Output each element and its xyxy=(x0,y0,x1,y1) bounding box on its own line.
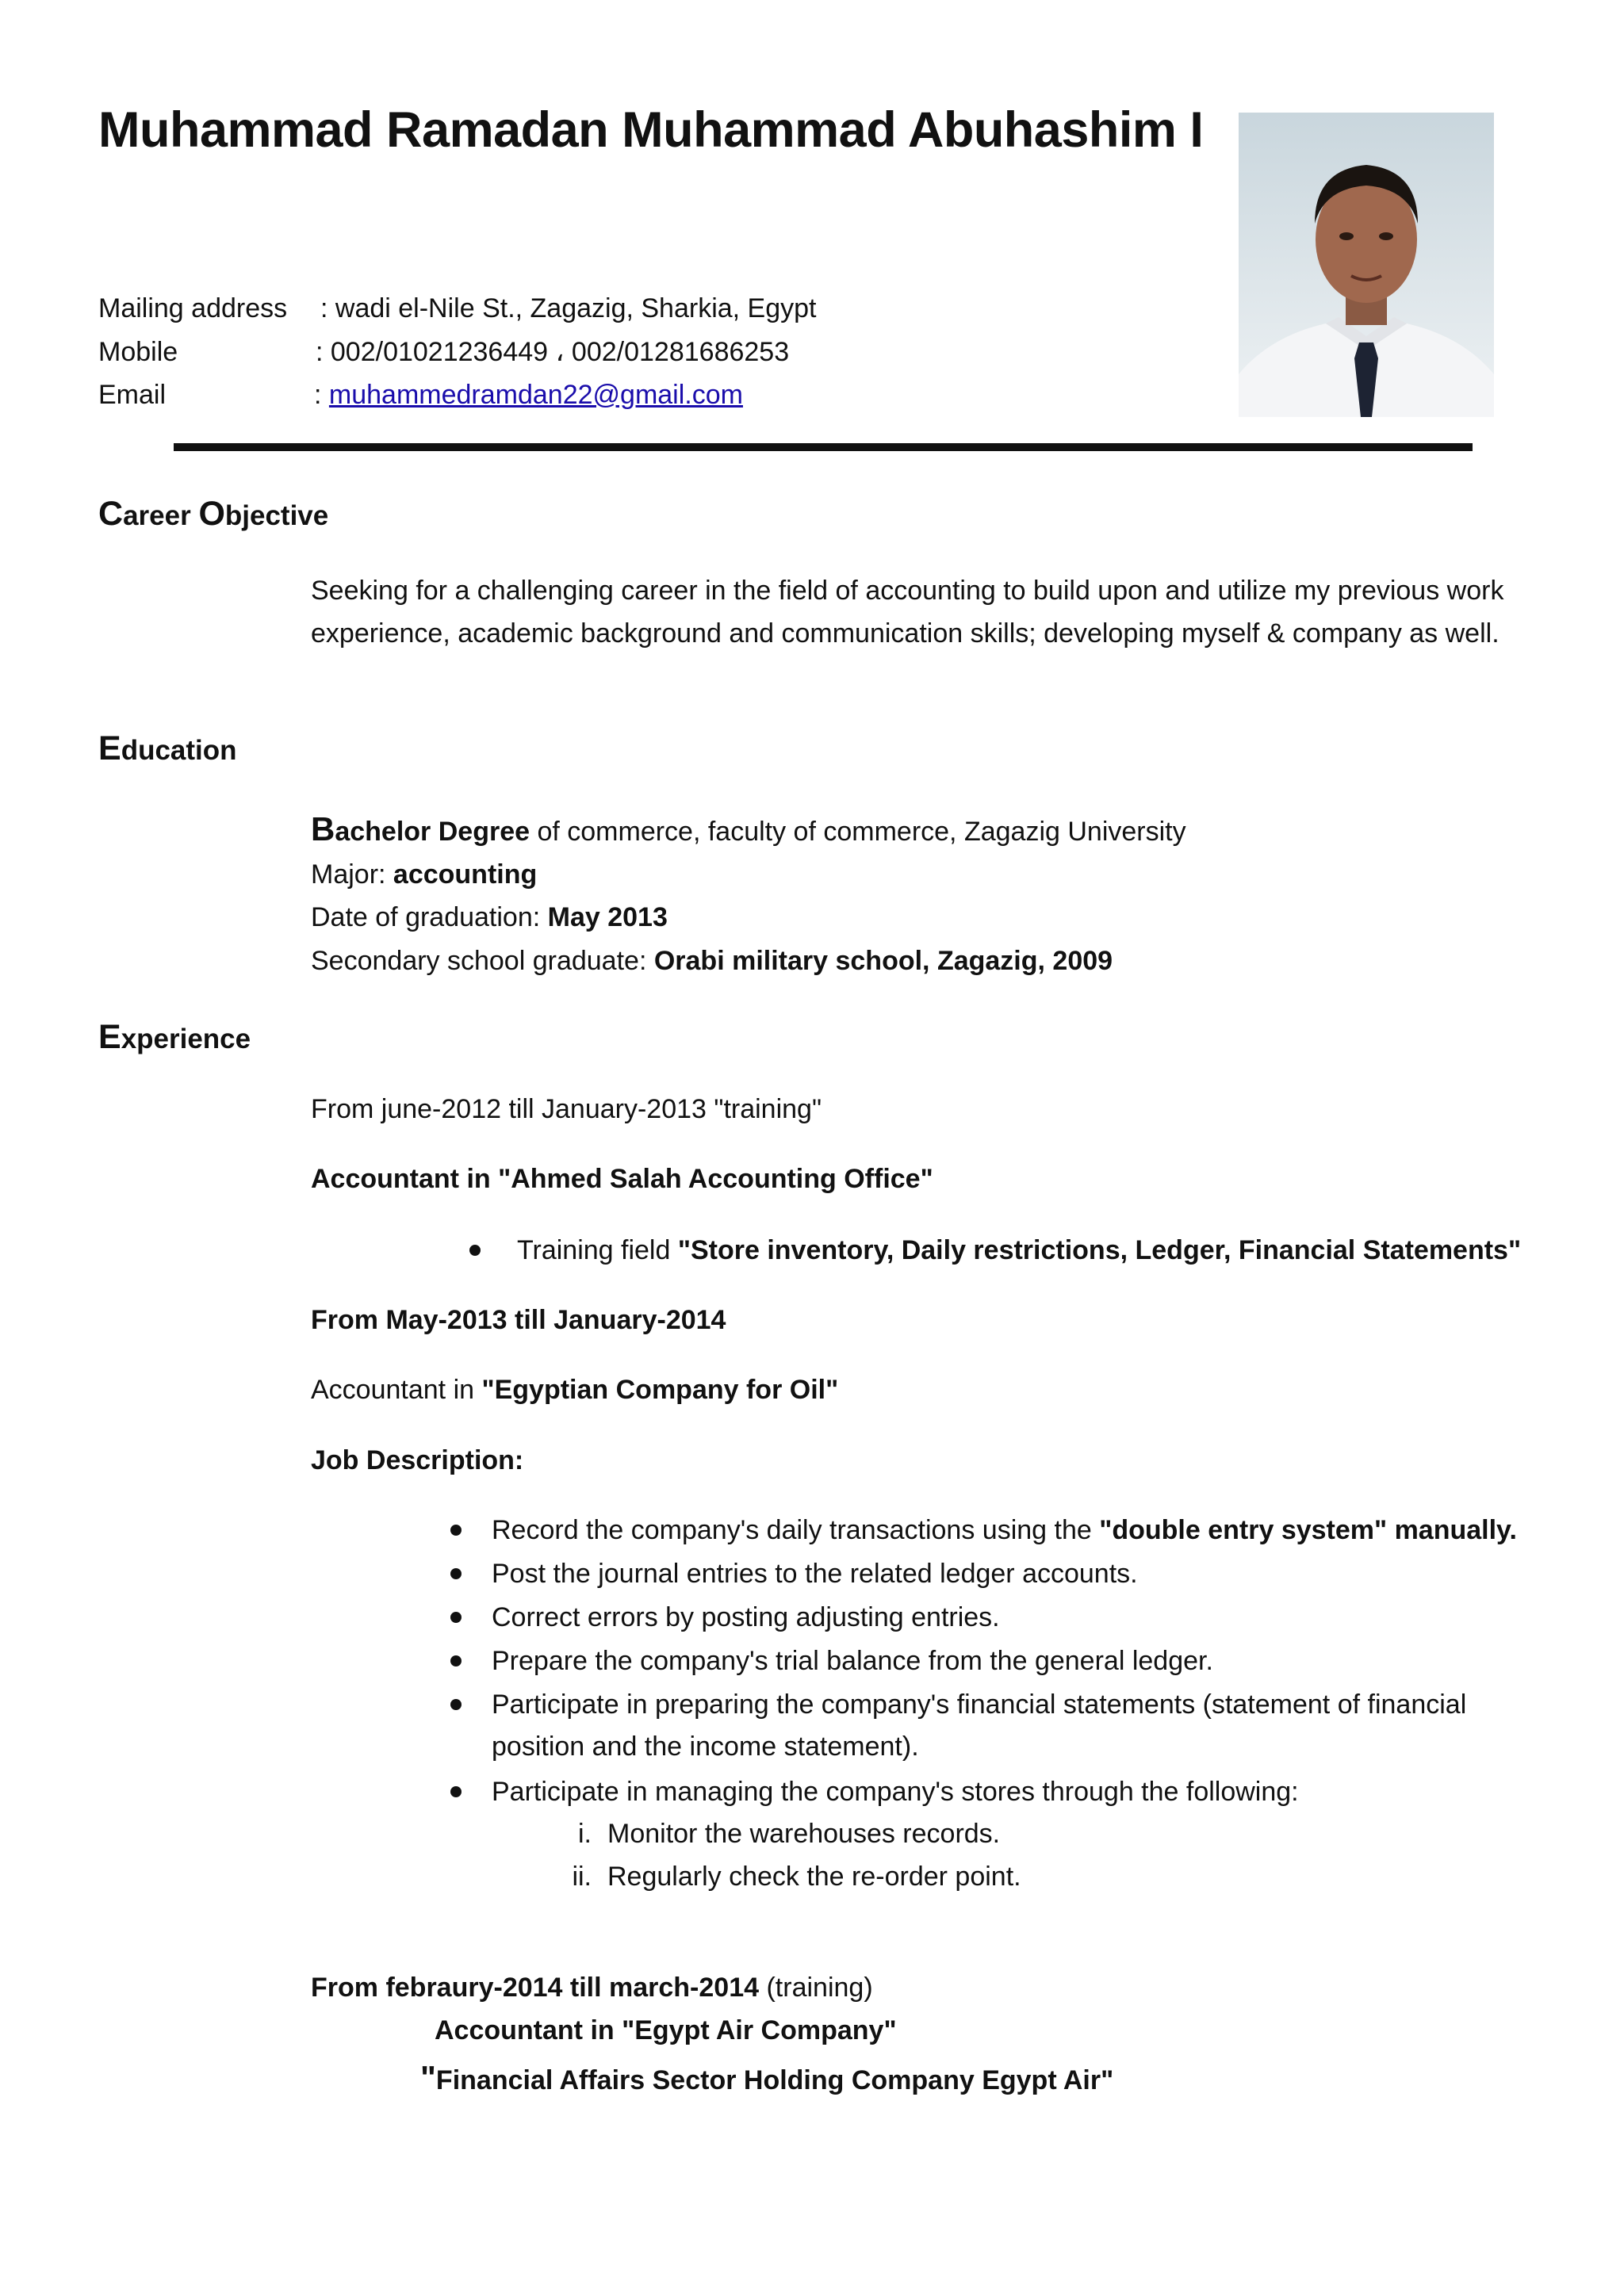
job3-period: From febraury-2014 till march-2014 (training) xyxy=(311,1973,873,2003)
mailing-address-value: : wadi el-Nile St., Zagazig, Sharkia, Egypt xyxy=(320,293,817,323)
job2-title: Accountant in "Egyptian Company for Oil" xyxy=(311,1375,839,1405)
job2-period: From May-2013 till January-2014 xyxy=(311,1305,726,1335)
header-divider xyxy=(174,443,1473,451)
major-line: Major: accounting xyxy=(311,859,538,890)
section-heading-career-objective: Career Objective xyxy=(98,495,329,533)
mailing-address-label: Mailing address xyxy=(98,293,288,323)
job1-period: From june-2012 till January-2013 "training" xyxy=(311,1094,822,1124)
job2-bullet-1: Record the company's daily transactions using the "double entry system" manually. xyxy=(492,1515,1517,1546)
email-label: Email xyxy=(98,380,167,410)
job2-bullet-5-continued: position and the income statement). xyxy=(492,1732,919,1762)
job2-subitem-2: ii. Regularly check the re-order point. xyxy=(572,1862,1021,1892)
job1-bullet: Training field "Store inventory, Daily restrictions, Ledger, Financial Statements" xyxy=(517,1235,1521,1266)
job2-bullet-2: Post the journal entries to the related ledger accounts. xyxy=(492,1559,1138,1590)
bullet-dot xyxy=(450,1612,462,1623)
bullet-dot xyxy=(450,1568,462,1579)
profile-photo xyxy=(1239,113,1494,417)
bullet-dot xyxy=(450,1786,462,1797)
email-prefix: : xyxy=(314,380,329,410)
profile-photo-illustration xyxy=(1239,113,1494,417)
email-link[interactable]: muhammedramdan22@gmail.com xyxy=(328,380,743,410)
job3-sector: "Financial Affairs Sector Holding Company Egypt Air" xyxy=(420,2059,1114,2096)
mobile-value: : 002/01021236449 ، 002/01281686253 xyxy=(316,337,790,367)
section-heading-experience: Experience xyxy=(98,1018,251,1056)
mobile-label: Mobile xyxy=(98,337,178,367)
job3-title: Accountant in "Egypt Air Company" xyxy=(435,2015,897,2045)
bullet-dot xyxy=(469,1245,481,1256)
bullet-dot xyxy=(450,1655,462,1667)
job2-bullet-4: Prepare the company's trial balance from the general ledger. xyxy=(492,1646,1213,1677)
degree-line: Bachelor Degree of commerce, faculty of commerce, Zagazig University xyxy=(311,810,1186,848)
secondary-school-line: Secondary school graduate: Orabi military school, Zagazig, 2009 xyxy=(311,946,1113,976)
career-objective-text: Seeking for a challenging career in the field of accounting to build upon and utilize my previous work experience, academic background and communication skills; developing myself & company as well. xyxy=(311,576,1504,649)
email-row xyxy=(98,380,743,411)
mailing-address-row xyxy=(98,293,817,324)
job1-title: Accountant in "Ahmed Salah Accounting Office" xyxy=(311,1164,933,1194)
job2-bullet-6: Participate in managing the company's stores through the following: xyxy=(492,1777,1299,1808)
bullet-dot xyxy=(450,1525,462,1536)
graduation-date-line: Date of graduation: May 2013 xyxy=(311,902,668,932)
job2-description-heading: Job Description: xyxy=(311,1445,524,1475)
job2-subitem-1: i. Monitor the warehouses records. xyxy=(578,1819,1001,1849)
section-heading-education: Education xyxy=(98,729,237,767)
job2-bullet-5: Participate in preparing the company's financial statements (statement of financial xyxy=(492,1689,1466,1720)
job2-bullet-3: Correct errors by posting adjusting entries. xyxy=(492,1602,1000,1633)
mobile-row xyxy=(98,336,789,368)
candidate-name: Muhammad Ramadan Muhammad Abuhashim I xyxy=(98,102,1204,158)
bullet-dot xyxy=(450,1699,462,1710)
